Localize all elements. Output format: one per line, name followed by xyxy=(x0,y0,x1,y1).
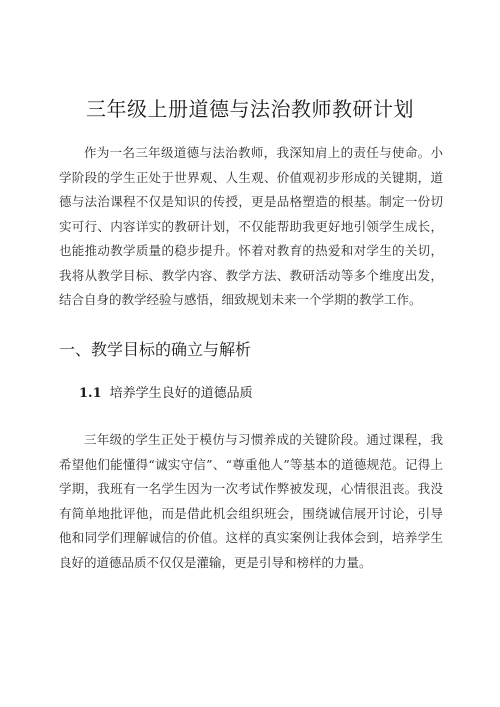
body-paragraph: 三年级的学生正处于模仿与习惯养成的关键阶段。通过课程，我希望他们能懂得“诚实守信”、“尊重他人”等基本的道德规范。记得上学期，我班有一名学生因为一次考试作弊被发现，心情很沮丧。我没有简单地批评他，而是借此机会组织班会，围绕诚信展开讨论，引导他和同学们理解诚信的价值。这样的真实案例让我体会到，培养学生良好的道德品质不仅仅是灌输，更是引导和榜样的力量。 xyxy=(59,432,443,570)
intro-paragraph: 作为一名三年级道德与法治教师，我深知肩上的责任与使命。小学阶段的学生正处于世界观、人生观、价值观初步形成的关键期，道德与法治课程不仅是知识的传授，更是品格塑造的根基。制定一份切实可行、内容详实的教研计划，不仅能帮助我更好地引领学生成长，也能推动教学质量的稳步提升。怀着对教育的热爱和对学生的关切，我将从教学目标、教学内容、教学方法、教研活动等多个维度出发，结合自身的教学经验与感悟，细致规划未来一个学期的教学工作。 xyxy=(59,145,443,307)
section-heading: 一、教学目标的确立与解析 xyxy=(59,340,252,359)
subsection-number: 1.1 xyxy=(79,386,102,401)
subsection-heading xyxy=(79,385,253,403)
document-title: 三年级上册道德与法治教师教研计划 xyxy=(86,97,414,121)
subsection-title: 培养学生良好的道德品质 xyxy=(109,386,253,401)
